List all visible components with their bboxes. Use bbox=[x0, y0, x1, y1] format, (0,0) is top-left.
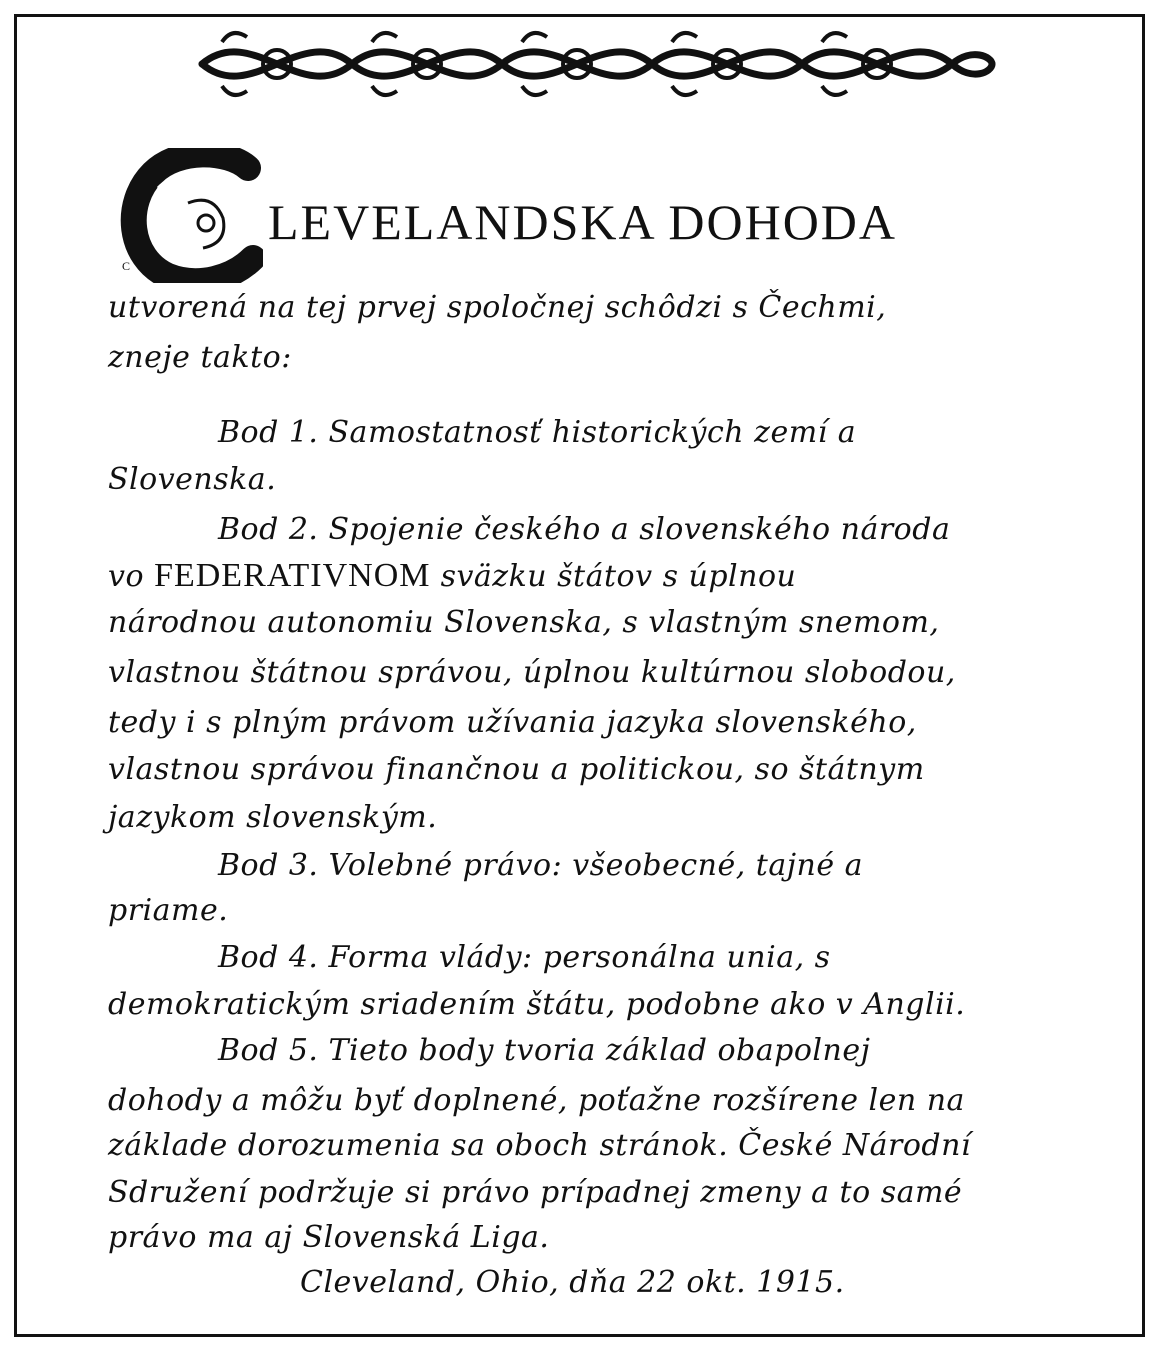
intro-line-1: utvorená na tej prvej spoločnej schôdzi s Čechmi, bbox=[108, 290, 887, 325]
point-2-line-3: národnou autonomiu Slovenska, s vlastným snemom, bbox=[108, 605, 940, 640]
federativnom-emphasis: FEDERATIVNOM bbox=[154, 557, 431, 594]
point-2-prefix: vo bbox=[108, 559, 145, 594]
point-3-line-2: priame. bbox=[108, 893, 229, 928]
point-2-line-2 bbox=[108, 557, 796, 595]
point-5-line-2: dohody a môžu byť doplnené, poťažne rozšírene len na bbox=[108, 1083, 965, 1118]
point-3-line-1: Bod 3. Volebné právo: všeobecné, tajné a bbox=[218, 848, 864, 883]
svg-text:C: C bbox=[122, 259, 131, 273]
point-1-line-2: Slovenska. bbox=[108, 462, 277, 497]
point-5-line-4: Sdružení podržuje si právo prípadnej zmeny a to samé bbox=[108, 1175, 963, 1210]
document-title bbox=[118, 148, 1018, 283]
point-2-line-6: vlastnou správou finančnou a politickou, so štátnym bbox=[108, 752, 925, 787]
title-text: LEVELANDSKA DOHODA bbox=[268, 194, 898, 250]
place-and-date: Cleveland, Ohio, dňa 22 okt. 1915. bbox=[300, 1265, 845, 1300]
point-1-line-1: Bod 1. Samostatnosť historických zemí a bbox=[218, 415, 857, 450]
point-5-line-1: Bod 5. Tieto body tvoria základ obapolnej bbox=[218, 1033, 871, 1068]
point-2-suffix: sväzku štátov s úplnou bbox=[440, 559, 797, 594]
point-5-line-5: právo ma aj Slovenská Liga. bbox=[108, 1220, 550, 1255]
point-2-line-5: tedy i s plným právom užívania jazyka slovenského, bbox=[108, 705, 917, 740]
point-4-line-1: Bod 4. Forma vlády: personálna unia, s bbox=[218, 940, 831, 975]
point-5-line-3: základe dorozumenia sa oboch stránok. České Národní bbox=[108, 1128, 972, 1163]
point-2-line-7: jazykom slovenským. bbox=[108, 800, 438, 835]
point-4-line-2: demokratickým sriadením štátu, podobne ako v Anglii. bbox=[108, 987, 966, 1022]
intro-line-2: zneje takto: bbox=[108, 340, 292, 375]
decorative-ornament-band bbox=[192, 22, 998, 106]
point-2-line-4: vlastnou štátnou správou, úplnou kultúrnou slobodou, bbox=[108, 655, 956, 690]
point-2-line-1: Bod 2. Spojenie českého a slovenského národa bbox=[218, 512, 951, 547]
illuminated-initial-c bbox=[118, 148, 263, 283]
